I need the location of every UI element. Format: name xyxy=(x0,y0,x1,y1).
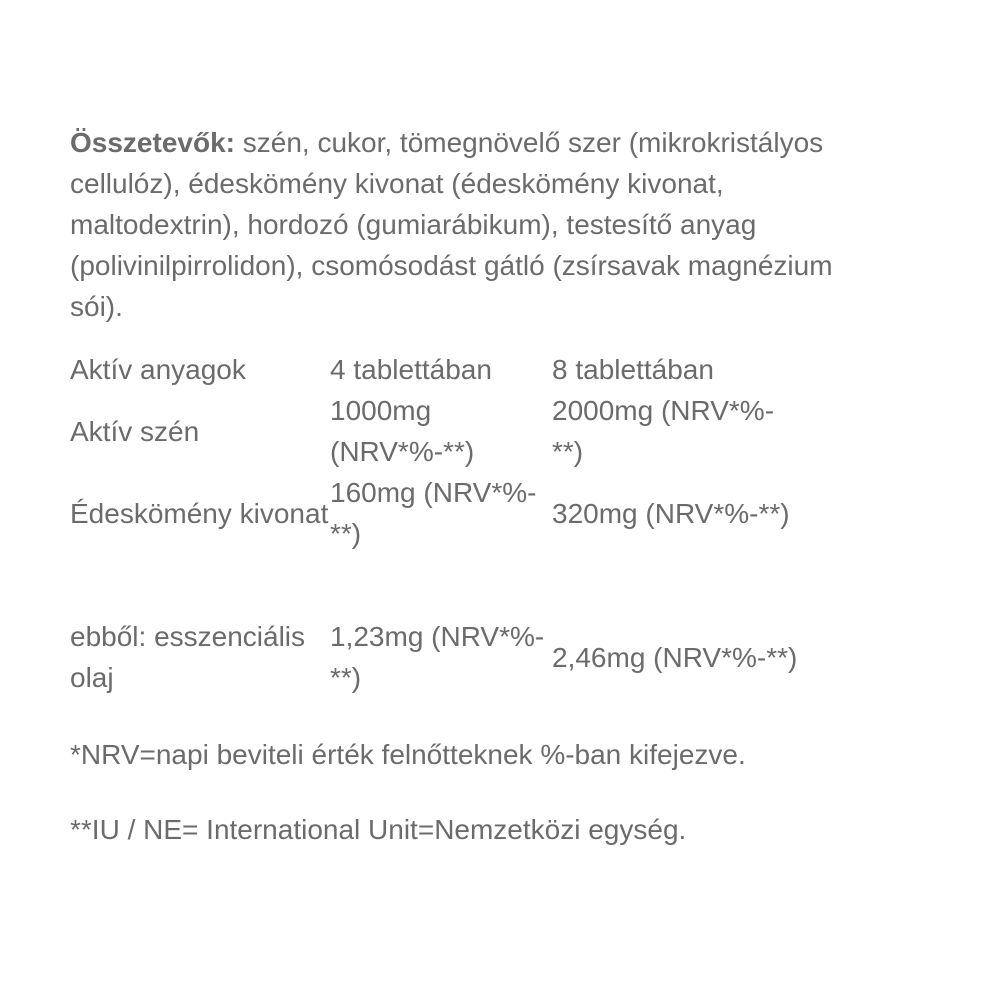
table-cell: 1000mg (NRV*%-**) xyxy=(330,395,475,467)
footnote-nrv: *NRV=napi beviteli érték felnőtteknek %-ban kifejezve. xyxy=(70,739,746,770)
footnote-iu: **IU / NE= International Unit=Nemzetközi egység. xyxy=(70,814,687,845)
table-cell: 2000mg (NRV*%-**) xyxy=(552,395,775,467)
table-row xyxy=(70,616,800,698)
empty-cell xyxy=(552,554,800,616)
active-ingredients-table xyxy=(70,349,800,698)
empty-cell xyxy=(330,554,552,616)
table-cell: 2,46mg (NRV*%-**) xyxy=(552,641,798,673)
table-cell: 160mg (NRV*%-**) xyxy=(330,477,537,549)
table-header-row xyxy=(70,349,800,390)
table-row xyxy=(70,472,800,554)
table-cell: Édeskömény kivonat xyxy=(70,497,329,529)
ingredients-label: Összetevők: xyxy=(70,127,235,158)
ingredients-paragraph xyxy=(70,122,890,327)
header-cell: 4 tablettában xyxy=(330,354,492,385)
product-info xyxy=(70,122,890,850)
table-cell: 320mg (NRV*%-**) xyxy=(552,497,790,529)
ingredients-text: szén, cukor, tömegnövelő szer (mikrokristályos cellulóz), édeskömény kivonat (édeskömény kivonat, maltodextrin), hordozó (gumiarábikum), testesítő anyag (polivinilpirrolidon), csomósodást gátló (zsírsavak magnézium sói). xyxy=(70,127,833,322)
table-spacer-row xyxy=(70,554,800,616)
table-cell: Aktív szén xyxy=(70,415,200,447)
table-row xyxy=(70,390,800,472)
header-cell: 8 tablettában xyxy=(552,354,714,385)
header-cell: Aktív anyagok xyxy=(70,354,246,385)
empty-cell xyxy=(70,554,330,616)
table-cell: 1,23mg (NRV*%-**) xyxy=(330,621,545,693)
table-cell: ebből: esszenciális olaj xyxy=(70,621,306,693)
